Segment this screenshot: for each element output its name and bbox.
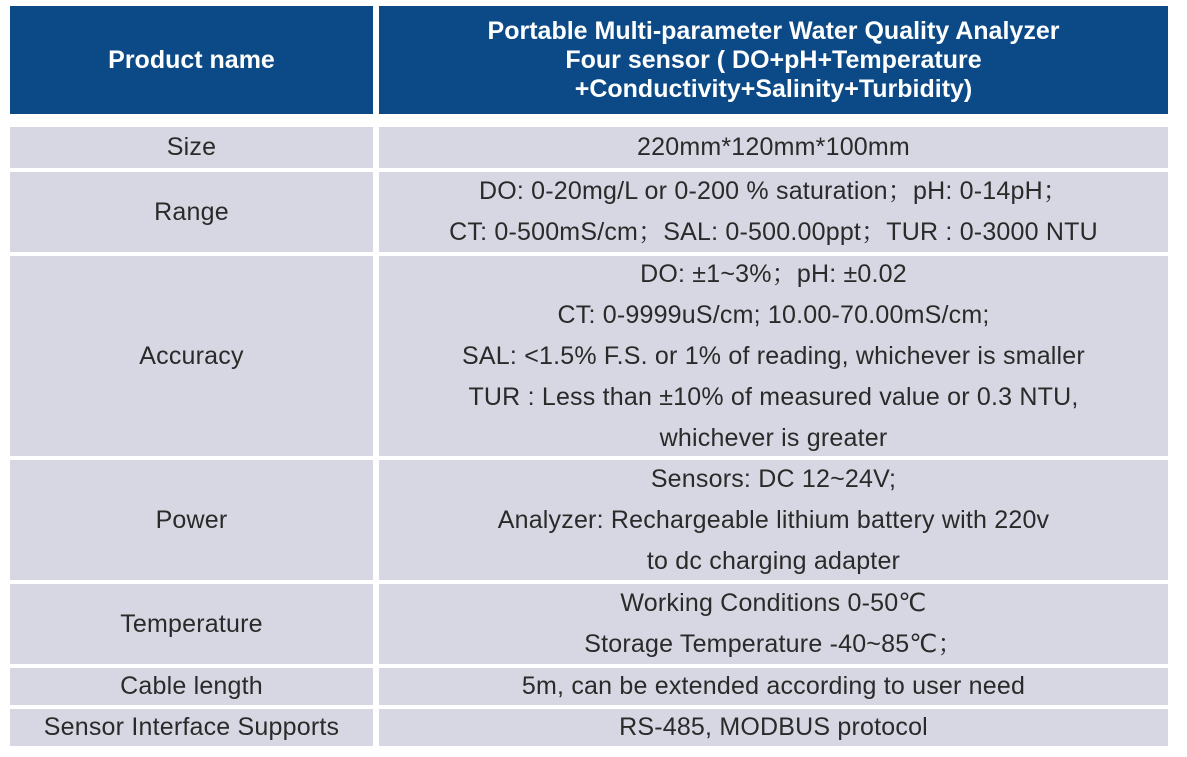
header-title-line: +Conductivity+Salinity+Turbidity) — [574, 74, 973, 103]
label-text: Temperature — [120, 609, 263, 638]
value-line: CT: 0-9999uS/cm; 10.00-70.00mS/cm; — [557, 300, 990, 329]
label-text: Accuracy — [139, 341, 244, 370]
value-line: to dc charging adapter — [646, 546, 901, 575]
row-label-power — [10, 460, 373, 584]
value-line: SAL: <1.5% F.S. or 1% of reading, whichever is smaller — [462, 341, 1085, 370]
row-label-range — [10, 172, 373, 256]
row-label-sensor-interface — [10, 709, 373, 750]
row-label-accuracy — [10, 256, 373, 460]
value-line: DO: 0-20mg/L or 0-200 % saturation；pH: 0-14pH； — [478, 177, 1069, 205]
value-line: whichever is greater — [659, 423, 888, 452]
header-product-name — [10, 6, 373, 114]
row-value-size — [379, 127, 1168, 172]
row-value-power — [379, 460, 1168, 584]
header-title-line: Portable Multi-parameter Water Quality Analyzer — [487, 16, 1060, 45]
value-line: Storage Temperature -40~85℃； — [584, 630, 963, 658]
label-text: Range — [154, 197, 229, 226]
label-text: Power — [155, 505, 228, 534]
row-value-sensor-interface — [379, 709, 1168, 750]
label-text: Size — [166, 133, 217, 161]
header-product-title — [379, 6, 1168, 114]
value-line: RS-485, MODBUS protocol — [619, 713, 928, 741]
value-line: Working Conditions 0-50℃ — [620, 589, 927, 617]
row-value-range — [379, 172, 1168, 256]
value-line: TUR : Less than ±10% of measured value or 0.3 NTU, — [468, 382, 1079, 411]
row-label-cable-length — [10, 668, 373, 709]
header-spacer — [10, 114, 1168, 127]
value-line: Analyzer: Rechargeable lithium battery with 220v — [497, 505, 1050, 534]
label-text: Cable length — [120, 672, 263, 700]
row-value-accuracy — [379, 256, 1168, 460]
value-line: Sensors: DC 12~24V; — [650, 464, 897, 493]
label-text: Sensor Interface Supports — [43, 713, 340, 741]
row-value-cable-length — [379, 668, 1168, 709]
value-line: 5m, can be extended according to user need — [521, 672, 1026, 700]
value-line: 220mm*120mm*100mm — [637, 133, 910, 161]
row-label-size — [10, 127, 373, 172]
header-title-line: Four sensor ( DO+pH+Temperature — [565, 45, 982, 74]
row-label-temperature — [10, 584, 373, 668]
row-value-temperature — [379, 584, 1168, 668]
spec-table — [10, 6, 1168, 750]
value-line: CT: 0-500mS/cm；SAL: 0-500.00ppt；TUR : 0-3000 NTU — [449, 218, 1098, 246]
value-line: DO: ±1~3%；pH: ±0.02 — [640, 259, 907, 288]
header-left-label: Product name — [108, 45, 275, 74]
